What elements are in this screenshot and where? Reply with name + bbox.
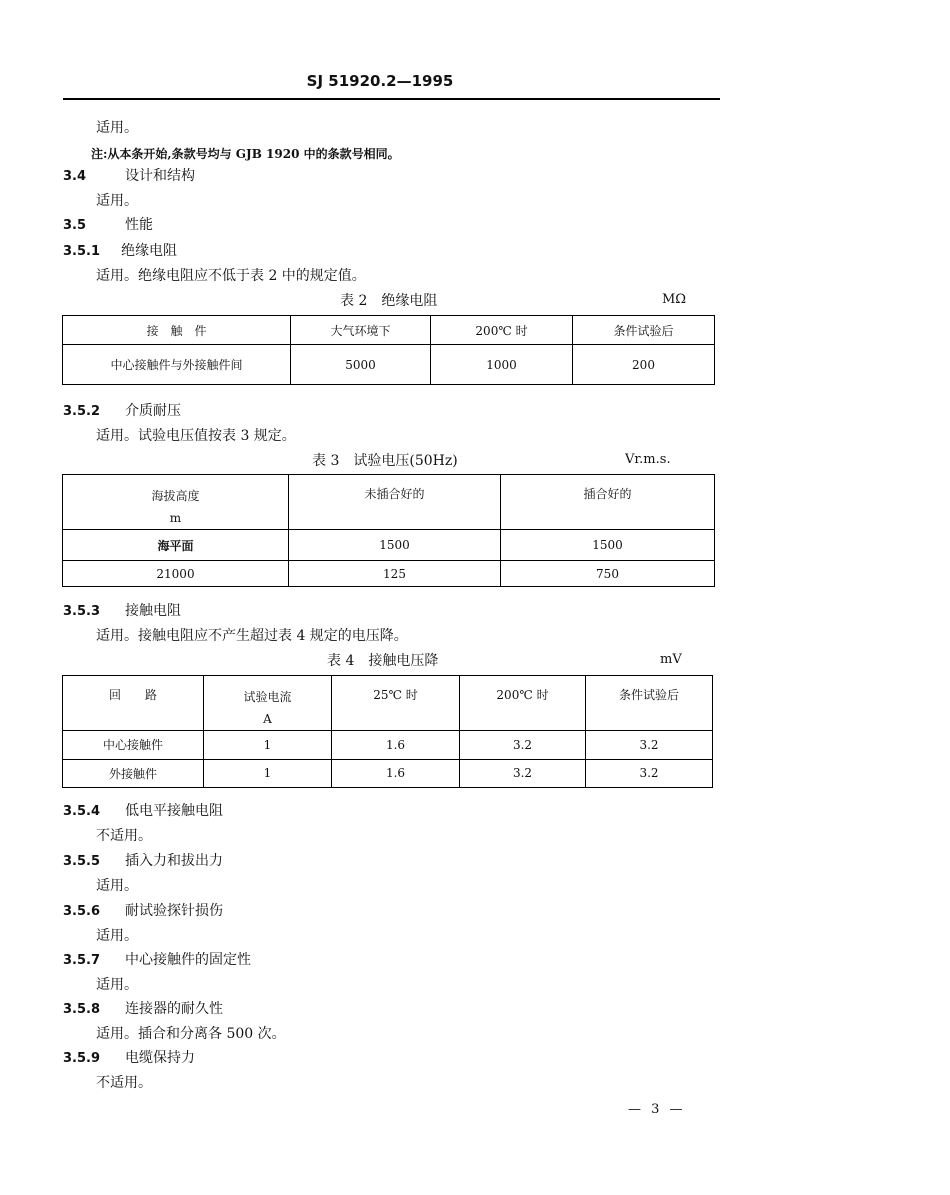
section-body: 适用。试验电压值按表 3 规定。	[96, 428, 296, 444]
section-heading	[63, 949, 251, 969]
table2-header: 大气环境下	[291, 316, 431, 345]
section-number: 3.5.2	[63, 404, 101, 419]
section-heading	[63, 400, 181, 420]
section-number: 3.5.3	[63, 604, 101, 619]
table4-caption: 表 4 接触电压降	[327, 653, 439, 669]
table3-header	[63, 475, 289, 530]
table-row	[63, 561, 715, 587]
section-title: 连接器的耐久性	[125, 1001, 223, 1017]
table4-header: 200℃ 时	[460, 676, 586, 731]
table4-header: 25℃ 时	[332, 676, 460, 731]
table3-cell: 125	[289, 561, 501, 587]
table3-cell: 1500	[501, 530, 715, 561]
table2-unit: MΩ	[662, 292, 687, 307]
section-body: 适用。	[96, 193, 138, 209]
section-number: 3.5.9	[63, 1051, 101, 1066]
table4-header-unit: A	[263, 712, 272, 726]
table2-cell: 1000	[431, 345, 573, 385]
table4-cell: 外接触件	[63, 759, 204, 788]
table3-cell: 21000	[63, 561, 289, 587]
table3-cell: 海平面	[63, 530, 289, 561]
table4-cell: 3.2	[460, 759, 586, 788]
header-rule	[63, 98, 720, 100]
table4-cell: 1.6	[332, 759, 460, 788]
section-heading	[63, 998, 223, 1018]
table4-cell: 1.6	[332, 731, 460, 760]
section-body: 适用。	[96, 878, 138, 894]
section-title: 设计和结构	[125, 168, 195, 184]
section-number: 3.5.1	[63, 244, 101, 259]
section-number: 3.5.5	[63, 854, 101, 869]
table2-cell: 中心接触件与外接触件间	[63, 345, 291, 385]
table4-unit: mV	[660, 652, 682, 667]
table3-caption: 表 3 试验电压(50Hz)	[312, 453, 458, 469]
section-heading	[63, 600, 181, 620]
section-title: 低电平接触电阻	[125, 803, 223, 819]
table2-caption: 表 2 绝缘电阻	[340, 293, 438, 309]
table2-header: 条件试验后	[573, 316, 715, 345]
table4-cell: 3.2	[586, 759, 713, 788]
table4-cell: 3.2	[460, 731, 586, 760]
section-heading	[63, 900, 223, 920]
table-row	[63, 345, 715, 385]
section-heading	[63, 165, 195, 185]
section-title: 电缆保持力	[125, 1050, 195, 1066]
table4	[62, 675, 713, 788]
section-title: 介质耐压	[125, 403, 181, 419]
section-body: 不适用。	[96, 1075, 152, 1091]
table4-header-text: 试验电流	[243, 690, 292, 704]
section-heading	[63, 240, 177, 260]
table4-header	[204, 676, 332, 731]
section-title: 性能	[125, 217, 153, 233]
intro-applicable: 适用。	[96, 120, 138, 136]
table3-header: 未插合好的	[289, 475, 501, 530]
table2-header: 接 触 件	[63, 316, 291, 345]
table4-cell: 1	[204, 731, 332, 760]
section-heading	[63, 214, 153, 234]
section-number: 3.5.4	[63, 804, 101, 819]
section-title: 耐试验探针损伤	[125, 903, 223, 919]
section-heading	[63, 1047, 195, 1067]
table-row	[63, 759, 713, 788]
table3-unit: Vr.m.s.	[625, 452, 671, 467]
section-title: 中心接触件的固定性	[125, 952, 251, 968]
section-body: 适用。插合和分离各 500 次。	[96, 1026, 286, 1042]
section-body: 不适用。	[96, 828, 152, 844]
section-heading	[63, 850, 223, 870]
table3-header: 插合好的	[501, 475, 715, 530]
section-title: 接触电阻	[125, 603, 181, 619]
table3-cell: 750	[501, 561, 715, 587]
section-number: 3.5	[63, 218, 87, 233]
intro-note: 注:从本条开始,条款号均与 GJB 1920 中的条款号相同。	[91, 147, 400, 161]
table4-cell: 3.2	[586, 731, 713, 760]
table3-header-unit: m	[169, 511, 182, 525]
table2	[62, 315, 715, 385]
table4-cell: 1	[204, 759, 332, 788]
page-number: — 3 —	[628, 1102, 686, 1117]
section-body: 适用。绝缘电阻应不低于表 2 中的规定值。	[96, 268, 366, 284]
document-number: SJ 51920.2—1995	[306, 72, 454, 90]
section-number: 3.5.6	[63, 904, 101, 919]
table2-cell: 200	[573, 345, 715, 385]
section-title: 插入力和拔出力	[125, 853, 223, 869]
section-number: 3.5.8	[63, 1002, 101, 1017]
section-body: 适用。接触电阻应不产生超过表 4 规定的电压降。	[96, 628, 408, 644]
table3-cell: 1500	[289, 530, 501, 561]
table4-cell: 中心接触件	[63, 731, 204, 760]
section-body: 适用。	[96, 977, 138, 993]
table3	[62, 474, 715, 587]
section-number: 3.4	[63, 169, 87, 184]
section-body: 适用。	[96, 928, 138, 944]
table4-header: 条件试验后	[586, 676, 713, 731]
section-title: 绝缘电阻	[121, 243, 177, 259]
table2-header: 200℃ 时	[431, 316, 573, 345]
table4-header: 回 路	[63, 676, 204, 731]
section-heading	[63, 800, 223, 820]
table2-cell: 5000	[291, 345, 431, 385]
table-row	[63, 530, 715, 561]
table3-header-text: 海拔高度	[151, 489, 200, 503]
table-row	[63, 731, 713, 760]
section-number: 3.5.7	[63, 953, 101, 968]
